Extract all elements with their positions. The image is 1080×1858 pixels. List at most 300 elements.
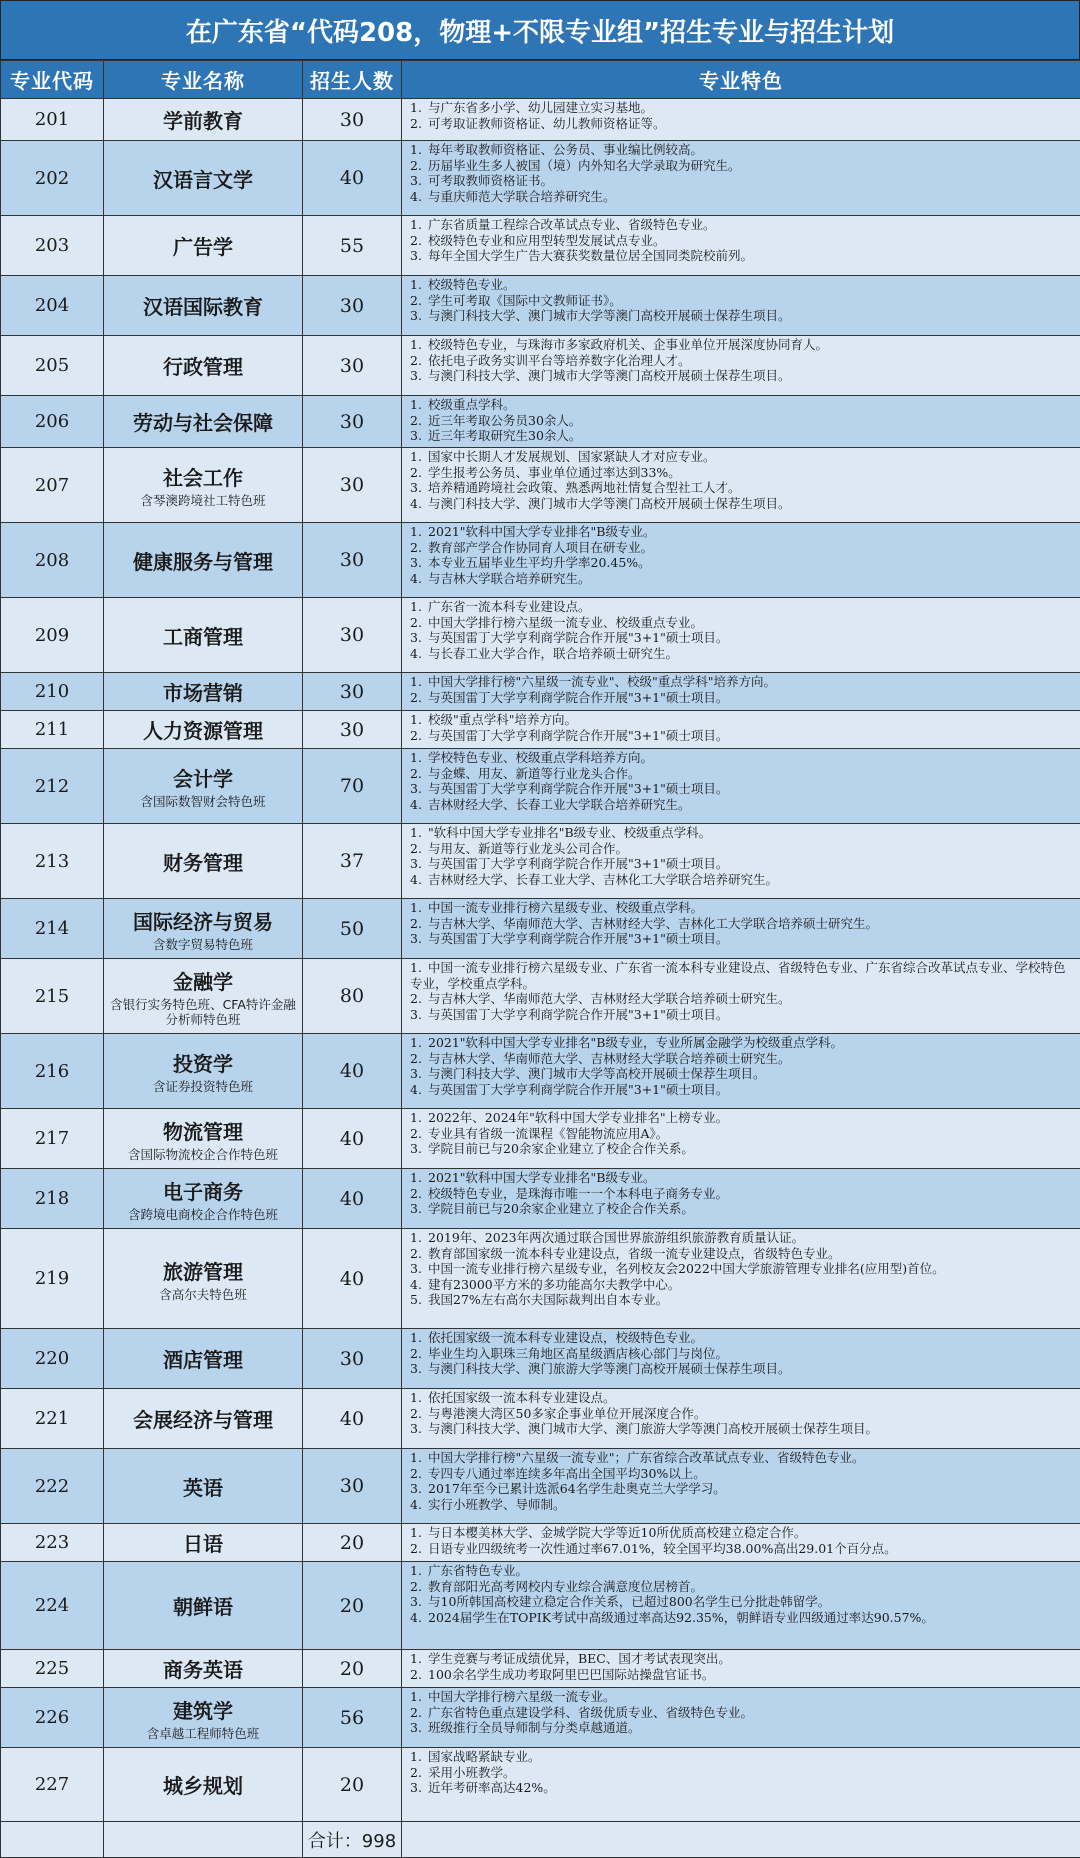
feature-text: 毕业生均入职珠三角地区高星级酒店核心部门与岗位。: [428, 1346, 728, 1361]
major-name-cell: [104, 1562, 303, 1650]
feature-number: 2.: [410, 1541, 428, 1557]
feature-number: 2.: [410, 233, 428, 249]
major-code: 210: [1, 673, 104, 711]
enrollment-count: 20: [303, 1562, 402, 1650]
enrollment-count: 30: [303, 523, 402, 598]
major-name: 旅游管理: [104, 1256, 302, 1285]
feature-list: [410, 100, 1076, 131]
major-name: 朝鲜语: [104, 1591, 302, 1620]
major-code: 220: [1, 1329, 104, 1389]
feature-list: [410, 1525, 1076, 1556]
feature-item: [410, 1082, 1076, 1098]
feature-item: [410, 916, 1076, 932]
major-name: 商务英语: [104, 1654, 302, 1683]
major-name-cell: [104, 1748, 303, 1822]
feature-item: [410, 766, 1076, 782]
feature-item: [410, 825, 1076, 841]
feature-item: [410, 674, 1076, 690]
major-features: [402, 276, 1080, 336]
feature-text: 本专业五届毕业生平均升学率20.45%。: [428, 555, 651, 570]
header-code: 专业代码: [1, 61, 104, 99]
major-name-cell: [104, 1169, 303, 1229]
major-name-cell: [104, 1109, 303, 1169]
feature-item: [410, 900, 1076, 916]
feature-item: [410, 646, 1076, 662]
feature-number: 4.: [410, 1497, 428, 1513]
feature-text: 与英国雷丁大学亨利商学院合作开展"3+1"硕士项目。: [428, 630, 728, 645]
table-row: [1, 749, 1080, 824]
feature-number: 3.: [410, 480, 428, 496]
feature-item: [410, 1466, 1076, 1482]
feature-number: 1.: [410, 1230, 428, 1246]
major-code: 221: [1, 1389, 104, 1449]
major-features: [402, 749, 1080, 824]
feature-number: 3.: [410, 1141, 428, 1157]
major-name: 行政管理: [104, 351, 302, 380]
feature-number: 1.: [410, 277, 428, 293]
feature-item: [410, 293, 1076, 309]
table-row: [1, 1748, 1080, 1822]
feature-item: [410, 841, 1076, 857]
feature-list: [410, 1390, 1076, 1437]
feature-text: 与广东省多小学、幼儿园建立实习基地。: [428, 100, 653, 115]
major-code: 226: [1, 1688, 104, 1748]
feature-text: 依托电子政务实训平台等培养数字化治理人才。: [428, 353, 691, 368]
feature-number: 4.: [410, 189, 428, 205]
feature-text: 2019年、2023年两次通过联合国世界旅游组织旅游教育质量认证。: [428, 1230, 804, 1245]
feature-text: 学院目前已与20余家企业建立了校企合作关系。: [428, 1201, 694, 1216]
feature-text: 与金蝶、用友、新道等行业龙头合作。: [428, 766, 641, 781]
feature-item: [410, 1066, 1076, 1082]
major-name: 会计学: [104, 763, 302, 792]
feature-number: 4.: [410, 571, 428, 587]
feature-text: 2017年至今已累计选派64名学生赴奥克兰大学学习。: [428, 1481, 726, 1496]
feature-number: 4.: [410, 646, 428, 662]
feature-list: [410, 142, 1076, 204]
major-code: 207: [1, 448, 104, 523]
feature-text: 与吉林大学、华南师范大学、吉林财经大学联合培养硕士研究生。: [428, 991, 791, 1006]
feature-item: [410, 728, 1076, 744]
enrollment-count: 40: [303, 1389, 402, 1449]
major-code: 206: [1, 396, 104, 448]
feature-item: [410, 413, 1076, 429]
feature-item: [410, 690, 1076, 706]
feature-number: 1.: [410, 1450, 428, 1466]
major-features: [402, 1389, 1080, 1449]
feature-item: [410, 449, 1076, 465]
feature-number: 1.: [410, 1110, 428, 1126]
major-name: 会展经济与管理: [104, 1404, 302, 1433]
feature-item: [410, 524, 1076, 540]
feature-number: 1.: [410, 100, 428, 116]
major-name: 国际经济与贸易: [104, 906, 302, 935]
enrollment-table: [0, 60, 1080, 1858]
feature-number: 2.: [410, 615, 428, 631]
feature-number: 2.: [410, 728, 428, 744]
major-features: [402, 1524, 1080, 1562]
feature-item: [410, 428, 1076, 444]
major-name-cell: [104, 1034, 303, 1109]
feature-text: 与澳门科技大学、澳门城市大学等澳门高校开展硕士保荐生项目。: [428, 368, 791, 383]
feature-item: [410, 1579, 1076, 1595]
feature-number: 2.: [410, 116, 428, 132]
major-name-cell: [104, 824, 303, 899]
feature-number: 4.: [410, 496, 428, 512]
major-name: 工商管理: [104, 621, 302, 650]
feature-item: [410, 991, 1076, 1007]
feature-item: [410, 465, 1076, 481]
major-code: 225: [1, 1650, 104, 1688]
feature-item: [410, 1110, 1076, 1126]
feature-text: 可考取证教师资格证、幼儿教师资格证等。: [428, 116, 666, 131]
feature-number: 2.: [410, 916, 428, 932]
enrollment-count: 30: [303, 276, 402, 336]
feature-text: 2021"软科中国大学专业排名"B级专业，专业所属金融学为校级重点学科。: [428, 1035, 843, 1050]
feature-text: 与澳门科技大学、澳门旅游大学等澳门高校开展硕士保荐生项目。: [428, 1361, 791, 1376]
enrollment-count: 30: [303, 396, 402, 448]
feature-item: [410, 1261, 1076, 1277]
feature-number: 1.: [410, 900, 428, 916]
major-code: 203: [1, 216, 104, 276]
table-row: [1, 1169, 1080, 1229]
major-name-cell: [104, 396, 303, 448]
major-name: 市场营销: [104, 677, 302, 706]
feature-item: [410, 233, 1076, 249]
feature-item: [410, 1720, 1076, 1736]
enrollment-count: 50: [303, 899, 402, 959]
feature-text: 与长春工业大学合作，联合培养硕士研究生。: [428, 646, 678, 661]
major-code: 201: [1, 99, 104, 141]
feature-number: 1.: [410, 712, 428, 728]
feature-text: 学生竞赛与考证成绩优异，BEC、国才考试表现突出。: [428, 1651, 731, 1666]
feature-number: 2.: [410, 991, 428, 1007]
feature-text: 广东省特色专业。: [428, 1563, 528, 1578]
feature-number: 2.: [410, 158, 428, 174]
major-name: 财务管理: [104, 847, 302, 876]
major-features: [402, 141, 1080, 216]
header-row: [1, 61, 1080, 99]
feature-text: 中国一流专业排行榜六星级专业，名列校友会2022中国大学旅游管理专业排名(应用型)首位。: [428, 1261, 945, 1276]
feature-number: 2.: [410, 1667, 428, 1683]
feature-number: 3.: [410, 1421, 428, 1437]
feature-text: 教育部国家级一流本科专业建设点，省级一流专业建设点，省级特色专业。: [428, 1246, 841, 1261]
feature-number: 3.: [410, 630, 428, 646]
major-name-cell: [104, 336, 303, 396]
major-name-cell: [104, 216, 303, 276]
feature-text: 每年全国大学生广告大赛获奖数量位居全国同类院校前列。: [428, 248, 753, 263]
feature-number: 2.: [410, 465, 428, 481]
feature-text: 与澳门科技大学、澳门城市大学、澳门旅游大学等澳门高校开展硕士保荐生项目。: [428, 1421, 878, 1436]
table-row: [1, 141, 1080, 216]
feature-item: [410, 1051, 1076, 1067]
feature-text: 教育部阳光高考网校内专业综合满意度位居榜首。: [428, 1579, 703, 1594]
major-name-cell: [104, 1524, 303, 1562]
major-name-cell: [104, 673, 303, 711]
feature-item: [410, 308, 1076, 324]
feature-item: [410, 1201, 1076, 1217]
table-row: [1, 448, 1080, 523]
feature-item: [410, 337, 1076, 353]
feature-number: 3.: [410, 173, 428, 189]
major-code: 205: [1, 336, 104, 396]
feature-number: 3.: [410, 1720, 428, 1736]
major-features: [402, 1109, 1080, 1169]
feature-list: [410, 449, 1076, 511]
table-row: [1, 1562, 1080, 1650]
feature-number: 3.: [410, 248, 428, 264]
feature-item: [410, 480, 1076, 496]
feature-number: 4.: [410, 1277, 428, 1293]
feature-text: 校级特色专业和应用型转型发展试点专业。: [428, 233, 666, 248]
feature-text: 与英国雷丁大学亨利商学院合作开展"3+1"硕士项目。: [428, 856, 728, 871]
feature-text: 建有23000平方米的多功能高尔夫教学中心。: [428, 1277, 680, 1292]
major-code: 224: [1, 1562, 104, 1650]
major-features: [402, 711, 1080, 749]
feature-number: 1.: [410, 337, 428, 353]
feature-number: 1.: [410, 825, 428, 841]
feature-number: 2.: [410, 1579, 428, 1595]
feature-number: 1.: [410, 750, 428, 766]
feature-item: [410, 856, 1076, 872]
table-row: [1, 1650, 1080, 1688]
major-code: 211: [1, 711, 104, 749]
major-features: [402, 99, 1080, 141]
feature-text: 学生报考公务员、事业单位通过率达到33%。: [428, 465, 681, 480]
major-name: 劳动与社会保障: [104, 407, 302, 436]
major-code: 212: [1, 749, 104, 824]
table-row: [1, 1524, 1080, 1562]
feature-item: [410, 1780, 1076, 1796]
feature-number: 4.: [410, 872, 428, 888]
table-row: [1, 824, 1080, 899]
feature-item: [410, 217, 1076, 233]
major-name: 广告学: [104, 231, 302, 260]
feature-item: [410, 1230, 1076, 1246]
feature-list: [410, 750, 1076, 812]
feature-number: 2.: [410, 353, 428, 369]
major-subtitle: 含数字贸易特色班: [104, 937, 302, 952]
major-subtitle: 含国际数智财会特色班: [104, 794, 302, 809]
feature-text: 中国大学排行榜六星级一流专业、校级重点专业。: [428, 615, 703, 630]
feature-list: [410, 524, 1076, 586]
major-name: 英语: [104, 1472, 302, 1501]
feature-text: 与粤港澳大湾区50多家企事业单位开展深度合作。: [428, 1406, 706, 1421]
feature-text: 中国大学排行榜六星级一流专业。: [428, 1689, 616, 1704]
feature-text: 校级重点学科。: [428, 397, 516, 412]
major-code: 223: [1, 1524, 104, 1562]
feature-text: 广东省质量工程综合改革试点专业、省级特色专业。: [428, 217, 716, 232]
feature-item: [410, 1035, 1076, 1051]
feature-text: 与重庆师范大学联合培养研究生。: [428, 189, 616, 204]
major-features: [402, 673, 1080, 711]
feature-item: [410, 1126, 1076, 1142]
feature-item: [410, 1390, 1076, 1406]
feature-item: [410, 1525, 1076, 1541]
feature-number: 2.: [410, 293, 428, 309]
feature-item: [410, 712, 1076, 728]
major-features: [402, 336, 1080, 396]
feature-text: 与吉林大学、华南师范大学、吉林财经大学、吉林化工大学联合培养硕士研究生。: [428, 916, 878, 931]
feature-text: 近年考研率高达42%。: [428, 1780, 556, 1795]
feature-item: [410, 571, 1076, 587]
feature-item: [410, 1594, 1076, 1610]
major-name-cell: [104, 959, 303, 1034]
major-subtitle: 含高尔夫特色班: [104, 1287, 302, 1302]
feature-text: 吉林财经大学、长春工业大学联合培养研究生。: [428, 797, 691, 812]
feature-text: 国家中长期人才发展规划、国家紧缺人才对应专业。: [428, 449, 716, 464]
feature-item: [410, 496, 1076, 512]
feature-text: 与英国雷丁大学亨利商学院合作开展"3+1"硕士项目。: [428, 690, 728, 705]
major-name: 电子商务: [104, 1176, 302, 1205]
feature-text: 广东省特色重点建设学科、省级优质专业、省级特色专业。: [428, 1705, 753, 1720]
feature-list: [410, 960, 1076, 1022]
table-row: [1, 276, 1080, 336]
feature-item: [410, 540, 1076, 556]
major-features: [402, 1562, 1080, 1650]
header-name: 专业名称: [104, 61, 303, 99]
feature-text: 与澳门科技大学、澳门城市大学等澳门高校开展硕士保荐生项目。: [428, 496, 791, 511]
feature-text: 与英国雷丁大学亨利商学院合作开展"3+1"硕士项目。: [428, 1082, 728, 1097]
feature-number: 2.: [410, 690, 428, 706]
feature-item: [410, 1481, 1076, 1497]
feature-text: 教育部产学合作协同育人项目在研专业。: [428, 540, 653, 555]
major-name: 汉语言文学: [104, 164, 302, 193]
major-features: [402, 523, 1080, 598]
feature-text: 学院目前已与20余家企业建立了校企合作关系。: [428, 1141, 694, 1156]
major-name: 社会工作: [104, 462, 302, 491]
enrollment-count: 30: [303, 1449, 402, 1524]
feature-number: 2.: [410, 413, 428, 429]
major-features: [402, 1229, 1080, 1329]
header-count: 招生人数: [303, 61, 402, 99]
feature-item: [410, 142, 1076, 158]
feature-number: 3.: [410, 781, 428, 797]
feature-number: 2.: [410, 1765, 428, 1781]
feature-list: [410, 599, 1076, 661]
table-row: [1, 396, 1080, 448]
feature-number: 3.: [410, 308, 428, 324]
enrollment-count: 30: [303, 673, 402, 711]
total-count: 合计：998: [303, 1822, 402, 1858]
enrollment-count: 20: [303, 1748, 402, 1822]
feature-text: 与英国雷丁大学亨利商学院合作开展"3+1"硕士项目。: [428, 931, 728, 946]
major-code: 219: [1, 1229, 104, 1329]
feature-item: [410, 397, 1076, 413]
feature-text: 与10所韩国高校建立稳定合作关系，已超过800名学生已分批赴韩留学。: [428, 1594, 830, 1609]
feature-text: 100余名学生成功考取阿里巴巴国际站操盘官证书。: [428, 1667, 714, 1682]
feature-number: 1.: [410, 1689, 428, 1705]
feature-item: [410, 960, 1076, 991]
enrollment-count: 37: [303, 824, 402, 899]
feature-item: [410, 248, 1076, 264]
feature-number: 4.: [410, 1610, 428, 1626]
major-name-cell: [104, 711, 303, 749]
enrollment-count: 30: [303, 1329, 402, 1389]
table-row: [1, 1034, 1080, 1109]
major-name-cell: [104, 141, 303, 216]
feature-text: 2022年、2024年"软科中国大学专业排名"上榜专业。: [428, 1110, 728, 1125]
feature-text: 实行小班教学、导师制。: [428, 1497, 566, 1512]
feature-list: [410, 900, 1076, 947]
major-name: 人力资源管理: [104, 715, 302, 744]
major-name-cell: [104, 1449, 303, 1524]
major-name: 健康服务与管理: [104, 546, 302, 575]
page-title: 在广东省“代码208，物理+不限专业组”招生专业与招生计划: [0, 0, 1080, 60]
major-name: 物流管理: [104, 1116, 302, 1145]
feature-number: 3.: [410, 1481, 428, 1497]
feature-text: 可考取教师资格证书。: [428, 173, 553, 188]
feature-number: 1.: [410, 397, 428, 413]
feature-item: [410, 1292, 1076, 1308]
feature-number: 2.: [410, 1705, 428, 1721]
feature-item: [410, 1705, 1076, 1721]
feature-text: 国家战略紧缺专业。: [428, 1749, 541, 1764]
major-name-cell: [104, 276, 303, 336]
table-row: [1, 1449, 1080, 1524]
major-name: 日语: [104, 1528, 302, 1557]
feature-item: [410, 599, 1076, 615]
major-name-cell: [104, 99, 303, 141]
feature-item: [410, 1667, 1076, 1683]
major-name-cell: [104, 899, 303, 959]
feature-text: 学生可考取《国际中文教师证书》。: [428, 293, 622, 308]
feature-item: [410, 1007, 1076, 1023]
feature-item: [410, 797, 1076, 813]
enrollment-count: 40: [303, 141, 402, 216]
feature-item: [410, 630, 1076, 646]
feature-text: 近三年考取研究生30余人。: [428, 428, 581, 443]
feature-number: 3.: [410, 1261, 428, 1277]
table-row: [1, 598, 1080, 673]
feature-list: [410, 1689, 1076, 1736]
feature-number: 3.: [410, 856, 428, 872]
feature-item: [410, 1563, 1076, 1579]
feature-number: 1.: [410, 674, 428, 690]
feature-text: 日语专业四级统考一次性通过率67.01%，较全国平均38.00%高出29.01个百分点。: [428, 1541, 897, 1556]
feature-number: 1.: [410, 449, 428, 465]
enrollment-count: 30: [303, 598, 402, 673]
major-name-cell: [104, 1688, 303, 1748]
feature-number: 3.: [410, 555, 428, 571]
enrollment-count: 20: [303, 1524, 402, 1562]
feature-number: 1.: [410, 599, 428, 615]
major-features: [402, 216, 1080, 276]
major-code: 209: [1, 598, 104, 673]
feature-text: 专业具有省级一流课程《智能物流应用A》。: [428, 1126, 668, 1141]
enrollment-count: 30: [303, 448, 402, 523]
feature-text: 2021"软科中国大学专业排名"B级专业。: [428, 1170, 656, 1185]
feature-item: [410, 1186, 1076, 1202]
table-row: [1, 336, 1080, 396]
feature-number: 2.: [410, 1406, 428, 1422]
feature-list: [410, 337, 1076, 384]
feature-number: 1.: [410, 1525, 428, 1541]
major-code: 222: [1, 1449, 104, 1524]
feature-item: [410, 1246, 1076, 1262]
feature-list: [410, 1563, 1076, 1625]
major-name-cell: [104, 523, 303, 598]
feature-number: 2.: [410, 1051, 428, 1067]
feature-number: 2.: [410, 1466, 428, 1482]
feature-number: 1.: [410, 1749, 428, 1765]
major-name: 酒店管理: [104, 1344, 302, 1373]
table-row: [1, 523, 1080, 598]
feature-text: 中国一流专业排行榜六星级专业、广东省一流本科专业建设点、省级特色专业、广东省综合改革试点专业、学校特色专业，学校重点学科。: [410, 960, 1066, 991]
feature-item: [410, 1610, 1076, 1626]
feature-text: 与吉林大学联合培养研究生。: [428, 571, 591, 586]
feature-item: [410, 872, 1076, 888]
feature-number: 3.: [410, 1066, 428, 1082]
